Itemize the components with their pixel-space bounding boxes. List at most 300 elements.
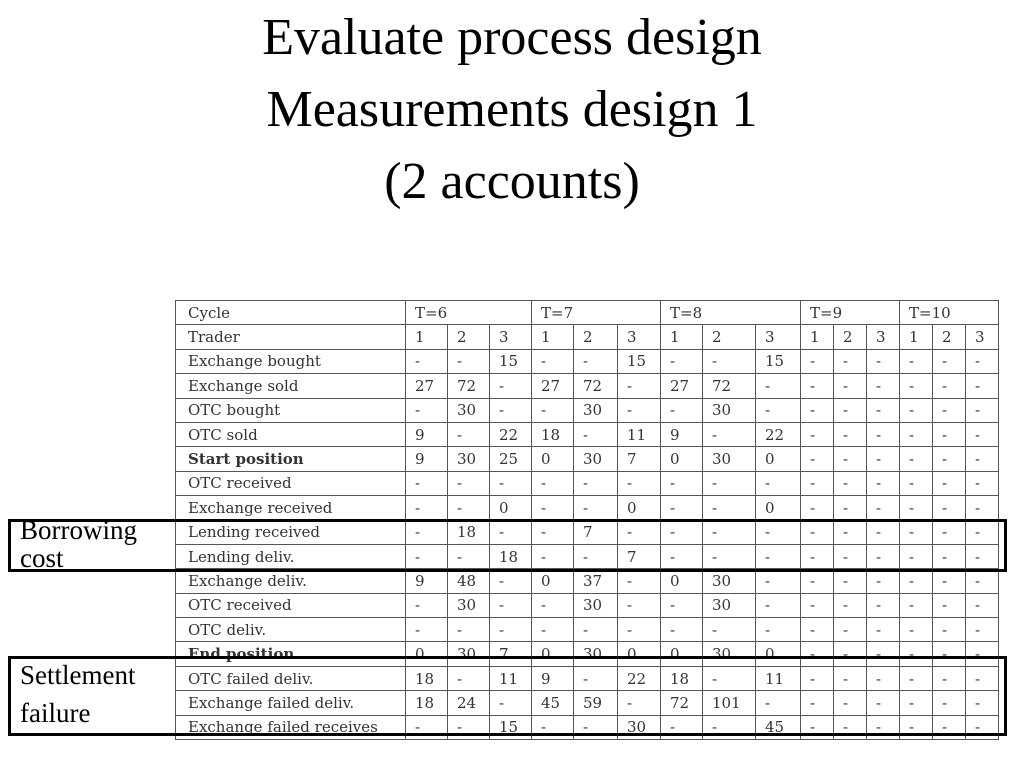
table-row — [176, 374, 999, 398]
table-cell: 18 — [661, 666, 703, 690]
table-cell: - — [867, 666, 900, 690]
table-row — [176, 349, 999, 373]
table-cell: - — [618, 398, 661, 422]
table-cell: - — [618, 520, 661, 544]
table-cell: - — [834, 374, 867, 398]
table-row — [176, 447, 999, 471]
table-cell: - — [867, 374, 900, 398]
table-cell: - — [834, 715, 867, 739]
title-line-1: Evaluate process design — [262, 9, 762, 66]
table-cell: - — [756, 544, 801, 568]
row-label: Exchange deliv. — [176, 569, 406, 593]
row-label: Exchange failed receives — [176, 715, 406, 739]
table-cell: - — [406, 618, 448, 642]
table-row — [176, 422, 999, 446]
table-cell: - — [900, 691, 933, 715]
table-cell: - — [900, 496, 933, 520]
table-cell: 30 — [574, 593, 618, 617]
table-cell: - — [966, 520, 999, 544]
table-cell: - — [900, 447, 933, 471]
table-cell: - — [574, 422, 618, 446]
table-cell: - — [448, 496, 490, 520]
table-cell: 30 — [703, 642, 756, 666]
table-cell: - — [448, 422, 490, 446]
table-cell: 0 — [532, 569, 574, 593]
table-cell: - — [756, 618, 801, 642]
table-cell: - — [900, 520, 933, 544]
table-cell: - — [867, 642, 900, 666]
table-cell: - — [532, 398, 574, 422]
table-cell: 22 — [490, 422, 532, 446]
cycle-label: Cycle — [176, 301, 406, 325]
table-cell: 0 — [756, 642, 801, 666]
trader-header: 3 — [756, 325, 801, 349]
table-cell: 7 — [618, 447, 661, 471]
table-cell: - — [867, 422, 900, 446]
table-cell: - — [703, 471, 756, 495]
table-cell: - — [406, 496, 448, 520]
table-cell: - — [867, 544, 900, 568]
table-cell: 0 — [406, 642, 448, 666]
table-cell: - — [867, 349, 900, 373]
table-cell: - — [933, 398, 966, 422]
table-cell: 0 — [661, 569, 703, 593]
table-cell: - — [834, 520, 867, 544]
trader-header: 3 — [867, 325, 900, 349]
table-cell: - — [574, 666, 618, 690]
table-cell: - — [703, 422, 756, 446]
table-cell: - — [406, 349, 448, 373]
table-cell: - — [574, 715, 618, 739]
table-cell: 9 — [406, 569, 448, 593]
table-cell: - — [448, 349, 490, 373]
table-cell: 30 — [703, 398, 756, 422]
table-cell: 27 — [532, 374, 574, 398]
table-cell: - — [490, 691, 532, 715]
table-cell: 45 — [756, 715, 801, 739]
table-cell: - — [834, 447, 867, 471]
table-cell: 30 — [448, 642, 490, 666]
table-cell: - — [756, 398, 801, 422]
table-cell: - — [490, 593, 532, 617]
row-label: OTC deliv. — [176, 618, 406, 642]
table-cell: - — [756, 569, 801, 593]
row-label: OTC sold — [176, 422, 406, 446]
trader-header-row — [176, 325, 999, 349]
table-cell: - — [933, 447, 966, 471]
table-row — [176, 569, 999, 593]
table-cell: 72 — [574, 374, 618, 398]
row-label: Exchange sold — [176, 374, 406, 398]
table-cell: - — [801, 642, 834, 666]
table-cell: - — [900, 349, 933, 373]
settlement-failure-box — [8, 656, 1007, 736]
table-cell: 27 — [406, 374, 448, 398]
table-cell: - — [834, 544, 867, 568]
table-cell: - — [801, 496, 834, 520]
table-cell: 59 — [574, 691, 618, 715]
table-cell: - — [867, 715, 900, 739]
table-cell: 0 — [756, 496, 801, 520]
table-cell: - — [618, 569, 661, 593]
table-cell: - — [801, 398, 834, 422]
table-cell: - — [933, 544, 966, 568]
table-cell: - — [756, 691, 801, 715]
table-cell: 9 — [406, 422, 448, 446]
table-cell: - — [966, 398, 999, 422]
table-cell: - — [966, 496, 999, 520]
table-cell: - — [900, 715, 933, 739]
trader-header: 3 — [490, 325, 532, 349]
table-cell: 0 — [618, 496, 661, 520]
table-cell: - — [900, 666, 933, 690]
table-cell: 30 — [703, 447, 756, 471]
table-cell: 0 — [661, 642, 703, 666]
table-cell: - — [801, 374, 834, 398]
table-cell: - — [933, 471, 966, 495]
table-row — [176, 618, 999, 642]
table-cell: - — [867, 398, 900, 422]
table-cell: - — [933, 374, 966, 398]
table-cell: 15 — [756, 349, 801, 373]
table-cell: - — [574, 544, 618, 568]
table-cell: - — [490, 374, 532, 398]
table-cell: 0 — [618, 642, 661, 666]
table-cell: 15 — [618, 349, 661, 373]
row-label: Lending received — [176, 520, 406, 544]
table-cell: - — [834, 666, 867, 690]
table-cell: - — [661, 593, 703, 617]
table-cell: 15 — [490, 349, 532, 373]
table-cell: 11 — [756, 666, 801, 690]
settlement-failure-line-2: failure — [20, 698, 91, 728]
table-cell: - — [867, 496, 900, 520]
table-cell: 15 — [490, 715, 532, 739]
table-cell: 9 — [661, 422, 703, 446]
table-cell: - — [490, 520, 532, 544]
table-cell: - — [532, 593, 574, 617]
table-row — [176, 471, 999, 495]
table-cell: - — [756, 593, 801, 617]
cycle-header: T=8 — [661, 301, 801, 325]
table-cell: - — [933, 593, 966, 617]
table-cell: - — [966, 422, 999, 446]
cycle-header: T=7 — [532, 301, 661, 325]
row-label: OTC received — [176, 471, 406, 495]
table-cell: - — [532, 618, 574, 642]
table-cell: - — [574, 349, 618, 373]
trader-header: 1 — [900, 325, 933, 349]
cycle-header: T=9 — [801, 301, 900, 325]
table-cell: - — [900, 618, 933, 642]
table-cell: - — [756, 471, 801, 495]
table-cell: 48 — [448, 569, 490, 593]
table-cell: - — [933, 496, 966, 520]
table-cell: - — [834, 398, 867, 422]
table-cell: 30 — [703, 569, 756, 593]
table-cell: - — [867, 618, 900, 642]
table-cell: - — [490, 398, 532, 422]
table-cell: - — [756, 520, 801, 544]
table-cell: - — [801, 593, 834, 617]
table-cell: - — [867, 447, 900, 471]
trader-header: 2 — [574, 325, 618, 349]
table-cell: - — [801, 349, 834, 373]
trader-header: 3 — [618, 325, 661, 349]
table-cell: - — [801, 715, 834, 739]
table-cell: - — [406, 398, 448, 422]
table-cell: - — [406, 520, 448, 544]
table-cell: - — [867, 471, 900, 495]
table-cell: - — [900, 471, 933, 495]
table-cell: - — [966, 447, 999, 471]
table-cell: - — [933, 422, 966, 446]
table-cell: - — [532, 520, 574, 544]
table-cell: 18 — [406, 666, 448, 690]
table-cell: - — [703, 349, 756, 373]
table-cell: - — [834, 349, 867, 373]
table-cell: 0 — [532, 447, 574, 471]
table-cell: - — [448, 471, 490, 495]
table-cell: - — [574, 496, 618, 520]
table-cell: 72 — [661, 691, 703, 715]
table-cell: 25 — [490, 447, 532, 471]
table-cell: - — [532, 544, 574, 568]
title-line-2: Measurements design 1 — [266, 81, 758, 138]
table-cell: - — [661, 520, 703, 544]
trader-header: 2 — [834, 325, 867, 349]
borrowing-cost-label — [20, 516, 137, 572]
table-cell: - — [448, 618, 490, 642]
table-cell: 45 — [532, 691, 574, 715]
table-cell: - — [618, 691, 661, 715]
table-cell: - — [703, 715, 756, 739]
trader-header: 1 — [801, 325, 834, 349]
row-label: Lending deliv. — [176, 544, 406, 568]
table-cell: - — [900, 593, 933, 617]
table-cell: - — [900, 569, 933, 593]
table-cell: - — [900, 544, 933, 568]
trader-header: 3 — [966, 325, 999, 349]
table-cell: - — [966, 349, 999, 373]
table-cell: - — [900, 374, 933, 398]
table-cell: 30 — [448, 398, 490, 422]
table-cell: - — [867, 691, 900, 715]
table-cell: - — [448, 666, 490, 690]
table-cell: - — [900, 642, 933, 666]
table-cell: - — [661, 544, 703, 568]
table-cell: 18 — [448, 520, 490, 544]
table-cell: 22 — [618, 666, 661, 690]
borrowing-cost-box — [8, 519, 1007, 572]
table-cell: 22 — [756, 422, 801, 446]
table-cell: - — [406, 715, 448, 739]
table-cell: - — [618, 593, 661, 617]
table-cell: - — [966, 691, 999, 715]
table-cell: 72 — [703, 374, 756, 398]
row-label: Exchange bought — [176, 349, 406, 373]
cycle-header-row — [176, 301, 999, 325]
table-cell: - — [900, 422, 933, 446]
table-cell: - — [801, 520, 834, 544]
trader-label: Trader — [176, 325, 406, 349]
cycle-header: T=10 — [900, 301, 999, 325]
table-cell: - — [933, 666, 966, 690]
table-cell: - — [406, 544, 448, 568]
table-cell: - — [801, 544, 834, 568]
table-cell: - — [532, 471, 574, 495]
table-cell: - — [834, 471, 867, 495]
table-cell: 7 — [618, 544, 661, 568]
table-cell: - — [933, 618, 966, 642]
table-cell: - — [618, 471, 661, 495]
table-cell: - — [834, 569, 867, 593]
table-cell: - — [532, 715, 574, 739]
table-cell: - — [966, 593, 999, 617]
table-cell: - — [661, 618, 703, 642]
table-cell: - — [490, 618, 532, 642]
trader-header: 1 — [532, 325, 574, 349]
table-cell: 7 — [574, 520, 618, 544]
table-cell: - — [532, 496, 574, 520]
settlement-failure-label — [20, 656, 135, 732]
table-cell: 37 — [574, 569, 618, 593]
cycle-header: T=6 — [406, 301, 532, 325]
table-cell: - — [933, 642, 966, 666]
table-cell: - — [966, 618, 999, 642]
table-cell: 9 — [532, 666, 574, 690]
trader-header: 2 — [703, 325, 756, 349]
table-cell: - — [834, 593, 867, 617]
table-cell: - — [966, 471, 999, 495]
table-cell: - — [966, 642, 999, 666]
row-label: End position — [176, 642, 406, 666]
table-cell: 72 — [448, 374, 490, 398]
table-cell: - — [801, 618, 834, 642]
table-cell: 24 — [448, 691, 490, 715]
table-cell: 30 — [448, 593, 490, 617]
borrowing-cost-line-2: cost — [20, 543, 64, 573]
table-cell: - — [661, 349, 703, 373]
table-cell: - — [966, 374, 999, 398]
table-cell: 18 — [490, 544, 532, 568]
table-cell: - — [532, 349, 574, 373]
table-row — [176, 593, 999, 617]
table-cell: - — [834, 496, 867, 520]
row-label: OTC received — [176, 593, 406, 617]
table-cell: - — [703, 496, 756, 520]
table-cell: - — [801, 447, 834, 471]
table-cell: - — [966, 569, 999, 593]
table-cell: - — [490, 569, 532, 593]
table-cell: 101 — [703, 691, 756, 715]
table-cell: - — [966, 544, 999, 568]
trader-header: 1 — [661, 325, 703, 349]
table-cell: 30 — [574, 398, 618, 422]
row-label: Exchange received — [176, 496, 406, 520]
table-cell: - — [801, 691, 834, 715]
table-cell: - — [406, 593, 448, 617]
table-cell: - — [933, 569, 966, 593]
table-cell: - — [490, 471, 532, 495]
table-cell: 18 — [532, 422, 574, 446]
table-cell: - — [834, 691, 867, 715]
table-cell: - — [966, 715, 999, 739]
settlement-failure-line-1: Settlement — [20, 660, 136, 690]
table-cell: 0 — [756, 447, 801, 471]
borrowing-cost-line-1: Borrowing — [20, 515, 137, 545]
table-cell: - — [966, 666, 999, 690]
table-cell: - — [618, 374, 661, 398]
table-cell: 27 — [661, 374, 703, 398]
row-label: OTC bought — [176, 398, 406, 422]
table-cell: - — [703, 544, 756, 568]
table-cell: 0 — [490, 496, 532, 520]
table-cell: 30 — [618, 715, 661, 739]
table-cell: - — [801, 666, 834, 690]
table-cell: - — [618, 618, 661, 642]
table-cell: 11 — [618, 422, 661, 446]
slide-title — [0, 2, 1024, 218]
table-cell: 30 — [574, 447, 618, 471]
table-cell: - — [933, 520, 966, 544]
row-label: Start position — [176, 447, 406, 471]
table-cell: - — [834, 642, 867, 666]
table-cell: - — [448, 715, 490, 739]
table-cell: - — [661, 715, 703, 739]
table-cell: 30 — [574, 642, 618, 666]
table-row — [176, 496, 999, 520]
table-cell: - — [801, 422, 834, 446]
title-line-3: (2 accounts) — [384, 153, 640, 210]
table-cell: - — [867, 593, 900, 617]
table-cell: - — [867, 569, 900, 593]
table-cell: 7 — [490, 642, 532, 666]
table-cell: 0 — [661, 447, 703, 471]
row-label: Exchange failed deliv. — [176, 691, 406, 715]
table-cell: - — [933, 715, 966, 739]
table-cell: - — [756, 374, 801, 398]
table-cell: - — [574, 618, 618, 642]
table-cell: - — [661, 471, 703, 495]
table-cell: - — [448, 544, 490, 568]
table-cell: 0 — [532, 642, 574, 666]
row-label: OTC failed deliv. — [176, 666, 406, 690]
table-cell: 30 — [703, 593, 756, 617]
table-cell: - — [574, 471, 618, 495]
table-cell: 30 — [448, 447, 490, 471]
table-cell: - — [801, 569, 834, 593]
table-cell: - — [661, 398, 703, 422]
table-cell: - — [933, 691, 966, 715]
table-cell: - — [933, 349, 966, 373]
table-cell: 11 — [490, 666, 532, 690]
table-cell: - — [703, 666, 756, 690]
table-cell: - — [661, 496, 703, 520]
trader-header: 1 — [406, 325, 448, 349]
table-cell: - — [834, 422, 867, 446]
trader-header: 2 — [933, 325, 966, 349]
table-cell: 9 — [406, 447, 448, 471]
trader-header: 2 — [448, 325, 490, 349]
table-cell: - — [900, 398, 933, 422]
table-cell: - — [703, 618, 756, 642]
table-cell: - — [703, 520, 756, 544]
table-row — [176, 398, 999, 422]
table-cell: - — [801, 471, 834, 495]
table-cell: - — [834, 618, 867, 642]
table-cell: 18 — [406, 691, 448, 715]
